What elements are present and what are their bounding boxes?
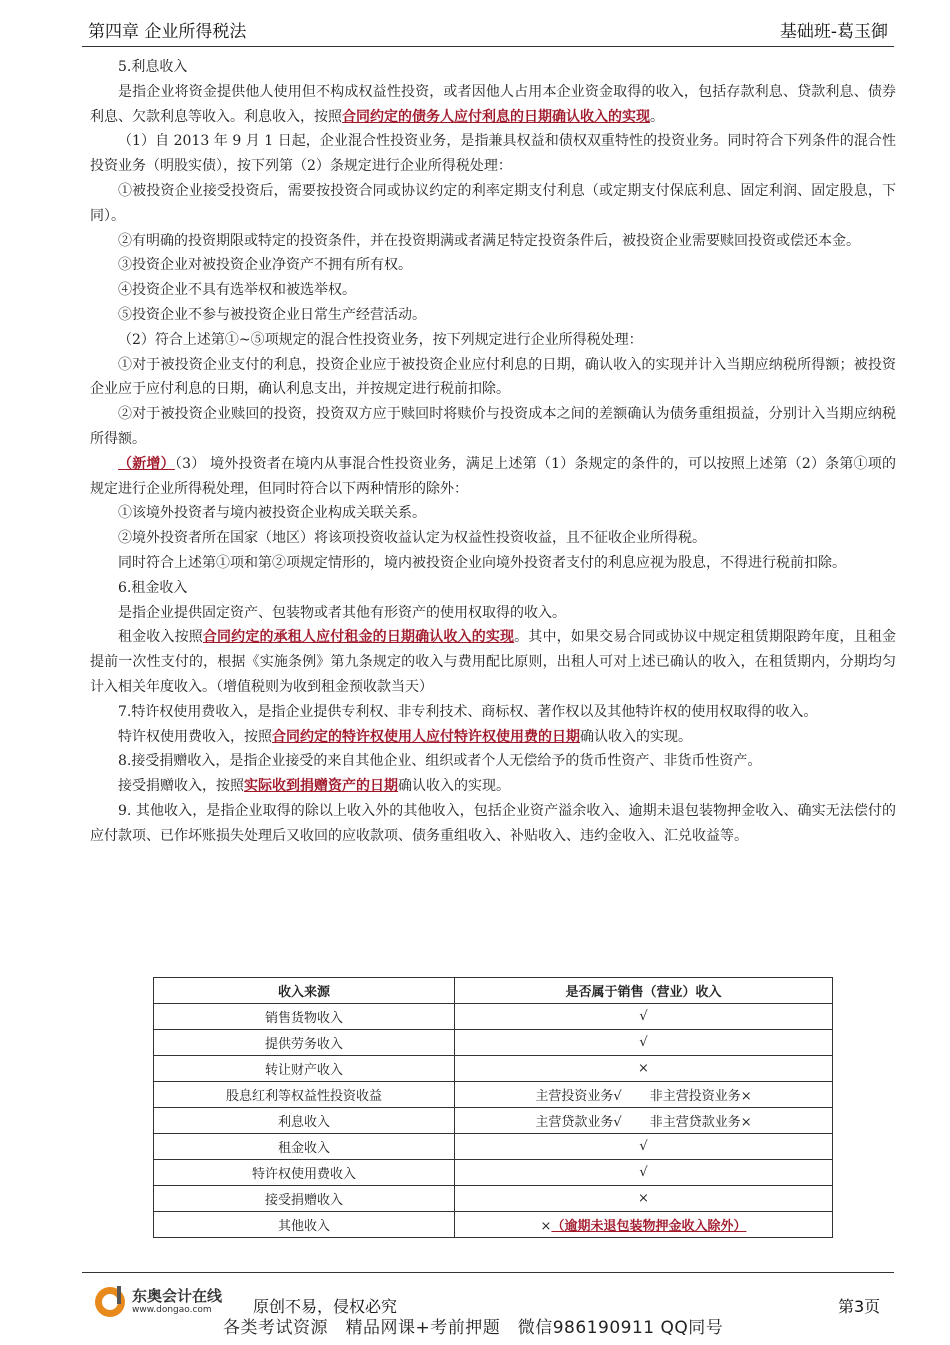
paragraph: （1）自 2013 年 9 月 1 日起，企业混合性投资业务，是指兼具权益和债权双重特性的投资业务。同时符合下列条件的混合性投资业务（明股实债），按下列第（2）条规定进行企业所得税处理： [90,133,896,175]
paragraph: ②有明确的投资期限或特定的投资条件，并在投资期满或者满足特定投资条件后，被投资企业需要赎回投资或偿还本金。 [118,232,860,249]
highlight-text: 实际收到捐赠资产的日期 [244,778,398,795]
income-source-cell: 租金收入 [154,1134,455,1160]
income-type-cell: 主营贷款业务√ 非主营贷款业务× [455,1108,833,1134]
paragraph: 是指企业将资金提供他人使用但不构成权益性投资，或者因他人占用本企业资金取得的收入，包括存款利息、贷款利息、债券利息、欠款利息等收入。利息收入，按照合同约定的债务人应付利息的日期确认收入的实现。 [90,83,896,125]
course-title: 基础班-葛玉御 [779,21,888,42]
footer-ad: 各类考试资源 精品网课+考前押题 微信986190911 QQ同号 [223,1318,724,1338]
income-type-cell: √ [455,1134,833,1160]
exception-note: （逾期未退包装物押金收入除外） [551,1219,747,1234]
logo-name: 东奥会计在线 [132,1287,223,1305]
paragraph: ②境外投资者所在国家（地区）将该项投资收益认定为权益性投资收益，且不征收企业所得税。 [118,530,706,547]
new-badge: （新增） [118,455,175,472]
paragraph: （2）符合上述第①~⑤项规定的混合性投资业务，按下列规定进行企业所得税处理： [118,331,643,348]
income-type-cell: √ [455,1160,833,1186]
column-header: 收入来源 [154,978,455,1004]
table-row [154,1056,833,1082]
table-header-row [154,978,833,1004]
section-heading-rent: 6.租金收入 [118,579,188,596]
paragraph: 9. 其他收入，是指企业取得的除以上收入外的其他收入，包括企业资产溢余收入、逾期未退包装物押金收入、确实无法偿付的应付款项、已作坏账损失处理后又收回的应收款项、债务重组收入、补贴收入、违约金收入、汇兑收益等。 [90,802,896,844]
income-source-cell: 转让财产收入 [154,1056,455,1082]
paragraph: 同时符合上述第①项和第②项规定情形的，境内被投资企业向境外投资者支付的利息应视为股息，不得进行税前扣除。 [118,554,846,571]
highlight-text: 合同约定的特许权使用人应付特许权使用费的日期 [272,728,580,745]
header-divider [82,46,894,47]
table-row [154,1186,833,1212]
paragraph: 是指企业提供固定资产、包装物或者其他有形资产的使用权取得的收入。 [118,604,566,621]
table-row [154,1030,833,1056]
table-row [154,1082,833,1108]
section-heading-interest: 5.利息收入 [118,59,188,75]
paragraph: 7.特许权使用费收入，是指企业提供专利权、非专利技术、商标权、著作权以及其他特许权的使用权取得的收入。 [118,703,818,720]
footer-motto: 原创不易，侵权必究 [253,1297,398,1316]
paragraph: ②对于被投资企业赎回的投资，投资双方应于赎回时将赎价与投资成本之间的差额确认为债务重组损益，分别计入当期应纳税所得额。 [90,406,896,447]
paragraph: ⑤投资企业不参与被投资企业日常生产经营活动。 [118,306,426,323]
document-body [90,55,896,849]
paragraph: ①对于被投资企业支付的利息，投资企业应于被投资企业应付利息的日期，确认收入的实现并计入当期应纳税所得额；被投资企业应于应付利息的日期，确认利息支出，并按规定进行税前扣除。 [90,356,896,398]
page-header [88,14,888,44]
page-number: 第3页 [838,1297,881,1316]
logo-url: www.dongao.com [132,1305,212,1315]
paragraph: ①被投资企业接受投资后，需要按投资合同或协议约定的利率定期支付利息（或定期支付保底利息、固定利润、固定股息，下同）。 [90,182,896,224]
table-row [154,1108,833,1134]
paragraph: 8.接受捐赠收入，是指企业接受的来自其他企业、组织或者个人无偿给予的货币性资产、非货币性资产。 [118,753,762,770]
highlight-text: 合同约定的承租人应付租金的日期确认收入的实现 [202,629,515,646]
income-source-cell: 提供劳务收入 [154,1030,455,1056]
highlight-text: 合同约定的债务人应付利息的日期确认收入的实现 [342,108,650,125]
paragraph: 租金收入按照合同约定的承租人应付租金的日期确认收入的实现。其中，如果交易合同或协议中规定租赁期限跨年度，且租金提前一次性支付的，根据《实施条例》第九条规定的收入与费用配比原则，出租人可对上述已确认的收入，在租赁期内，分期均匀计入相关年度收入。（增值税则为收到租金预收款当天） [90,629,897,695]
income-type-cell: × [455,1186,833,1212]
table-row [154,1212,833,1238]
income-source-cell: 销售货物收入 [154,1004,455,1030]
column-header: 是否属于销售（营业）收入 [455,978,833,1004]
paragraph: 接受捐赠收入，按照实际收到捐赠资产的日期确认收入的实现。 [118,778,510,795]
income-type-cell: ×（逾期未退包装物押金收入除外） [455,1212,833,1238]
paragraph: （新增）（3） 境外投资者在境内从事混合性投资业务，满足上述第（1）条规定的条件的，可以按照上述第（2）条第①项的规定进行企业所得税处理，但同时符合以下两种情形的除外： [90,455,897,497]
income-type-cell: √ [455,1004,833,1030]
paragraph: ④投资企业不具有选举权和被选举权。 [118,282,356,299]
income-type-cell: × [455,1056,833,1082]
income-type-cell: √ [455,1030,833,1056]
table-row [154,1134,833,1160]
income-table [153,977,833,1238]
income-source-cell: 股息红利等权益性投资收益 [154,1082,455,1108]
paragraph: ①该境外投资者与境内被投资企业构成关联关系。 [118,505,426,522]
chapter-title: 第四章 企业所得税法 [88,21,247,42]
income-source-cell: 特许权使用费收入 [154,1160,455,1186]
income-source-cell: 接受捐赠收入 [154,1186,455,1212]
income-source-cell: 其他收入 [154,1212,455,1238]
footer-divider [82,1272,894,1273]
paragraph: 特许权使用费收入，按照合同约定的特许权使用人应付特许权使用费的日期确认收入的实现。 [118,728,692,745]
paragraph: ③投资企业对被投资企业净资产不拥有所有权。 [118,257,412,274]
income-type-cell: 主营投资业务√ 非主营投资业务× [455,1082,833,1108]
income-source-cell: 利息收入 [154,1108,455,1134]
table-row [154,1004,833,1030]
table-row [154,1160,833,1186]
